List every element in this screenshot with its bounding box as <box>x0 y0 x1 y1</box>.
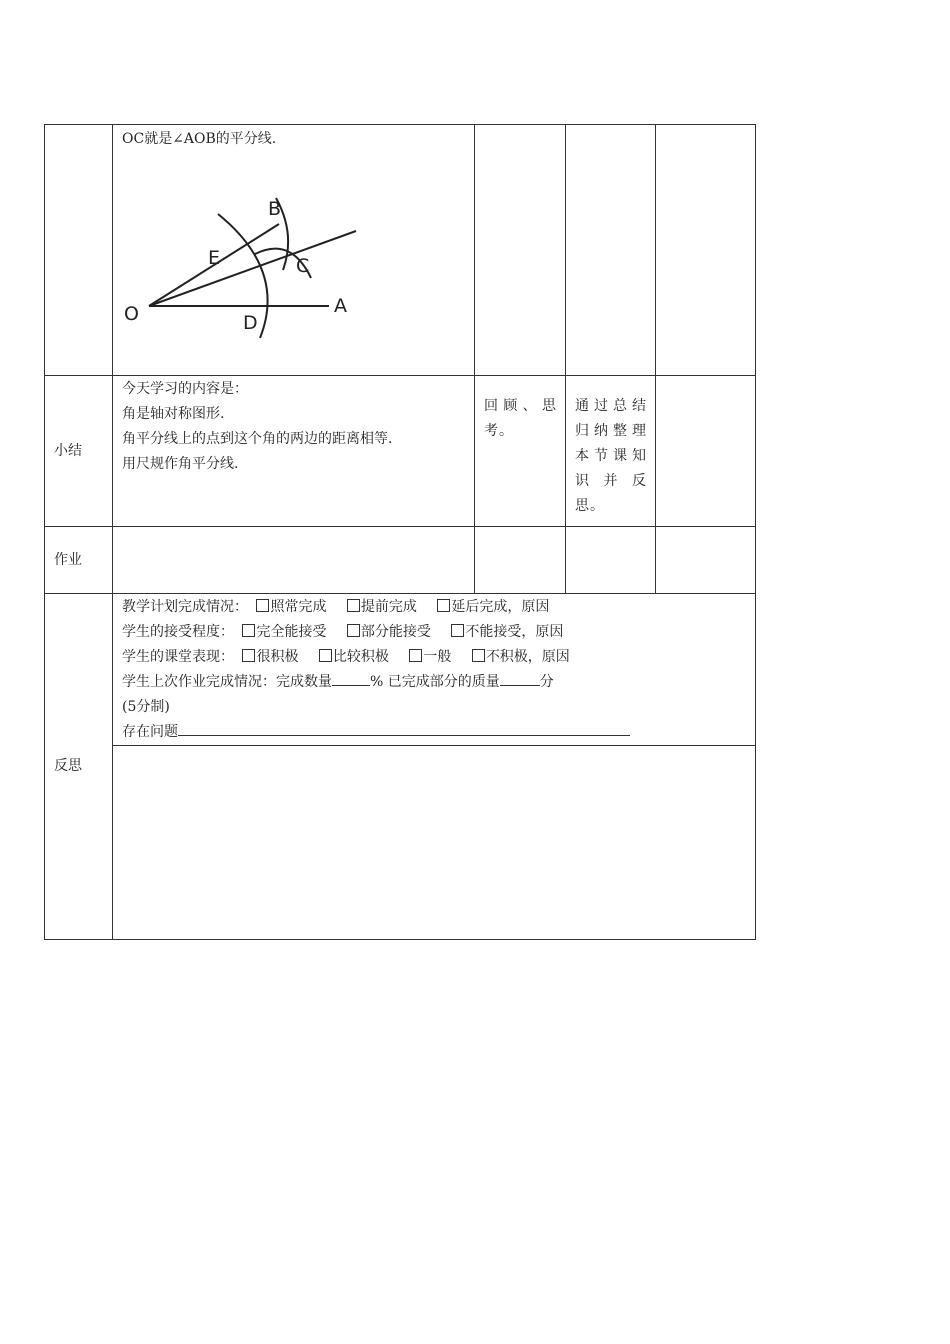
student-activity-line: 回顾、思 <box>484 398 557 414</box>
checkbox-fully-accept[interactable] <box>242 624 255 637</box>
bisector-statement: OC就是∠AOB的平分线. <box>122 131 277 147</box>
label-e: E <box>208 247 221 269</box>
quality-score-blank[interactable] <box>500 671 540 686</box>
angle-bisector-diagram <box>119 152 419 342</box>
ray-oc <box>149 231 356 306</box>
checkbox-not-accept[interactable] <box>451 624 464 637</box>
checkbox-average[interactable] <box>409 649 422 662</box>
checkbox-inactive[interactable] <box>472 649 485 662</box>
checkbox-very-active[interactable] <box>242 649 255 662</box>
design-intent-line: 识并反 <box>575 473 647 489</box>
student-activity-cell <box>475 376 566 527</box>
homework-label: 作业 <box>45 527 113 594</box>
performance-line: 学生的课堂表现： 很积极 比较积极 一般 不积极，原因 <box>122 649 570 665</box>
label-d: D <box>243 312 258 334</box>
reflection-label: 反思 <box>45 594 113 940</box>
reflection-notes-row <box>45 746 756 940</box>
issues-line: 存在问题 <box>122 720 747 745</box>
student-activity-line: 考。 <box>484 423 514 439</box>
summary-line: 角是轴对称图形. <box>122 406 225 422</box>
acceptance-line: 学生的接受程度： 完全能接受 部分能接受 不能接受，原因 <box>122 624 564 640</box>
checkbox-fairly-active[interactable] <box>319 649 332 662</box>
design-intent-line: 归纳整理 <box>575 423 647 439</box>
row-label-empty <box>45 125 113 376</box>
plan-completion-line: 教学计划完成情况： 照常完成 提前完成 延后完成，原因 <box>122 599 550 615</box>
last-homework-line: 学生上次作业完成情况：完成数量 % 已完成部分的质量 分 <box>122 670 747 695</box>
summary-row <box>45 376 756 527</box>
label-a: A <box>334 295 347 317</box>
summary-content <box>113 376 475 527</box>
issues-blank[interactable] <box>178 721 630 736</box>
diagram-cell <box>113 125 475 376</box>
checkbox-delayed[interactable] <box>437 599 450 612</box>
scale-note: (5分制) <box>122 699 170 715</box>
reflection-row <box>45 594 756 746</box>
checkbox-normal[interactable] <box>256 599 269 612</box>
design-intent-line: 思。 <box>575 498 605 514</box>
design-intent-line: 本节课知 <box>575 448 647 464</box>
summary-line: 今天学习的内容是： <box>122 381 248 397</box>
diagram-row <box>45 125 756 376</box>
label-b: B <box>268 198 282 220</box>
checkbox-partly-accept[interactable] <box>347 624 360 637</box>
reflection-notes-area[interactable] <box>113 746 756 940</box>
label-o: O <box>124 303 139 325</box>
completion-count-blank[interactable] <box>332 671 370 686</box>
summary-label: 小结 <box>45 376 113 527</box>
lesson-plan-table <box>44 124 756 940</box>
design-intent-cell <box>566 376 656 527</box>
design-intent-line: 通过总结 <box>575 398 647 414</box>
homework-row <box>45 527 756 594</box>
summary-line: 角平分线上的点到这个角的两边的距离相等. <box>122 431 393 447</box>
summary-line: 用尺规作角平分线. <box>122 456 239 472</box>
checkbox-early[interactable] <box>347 599 360 612</box>
label-c: C <box>296 255 310 277</box>
reflection-form <box>113 594 756 746</box>
